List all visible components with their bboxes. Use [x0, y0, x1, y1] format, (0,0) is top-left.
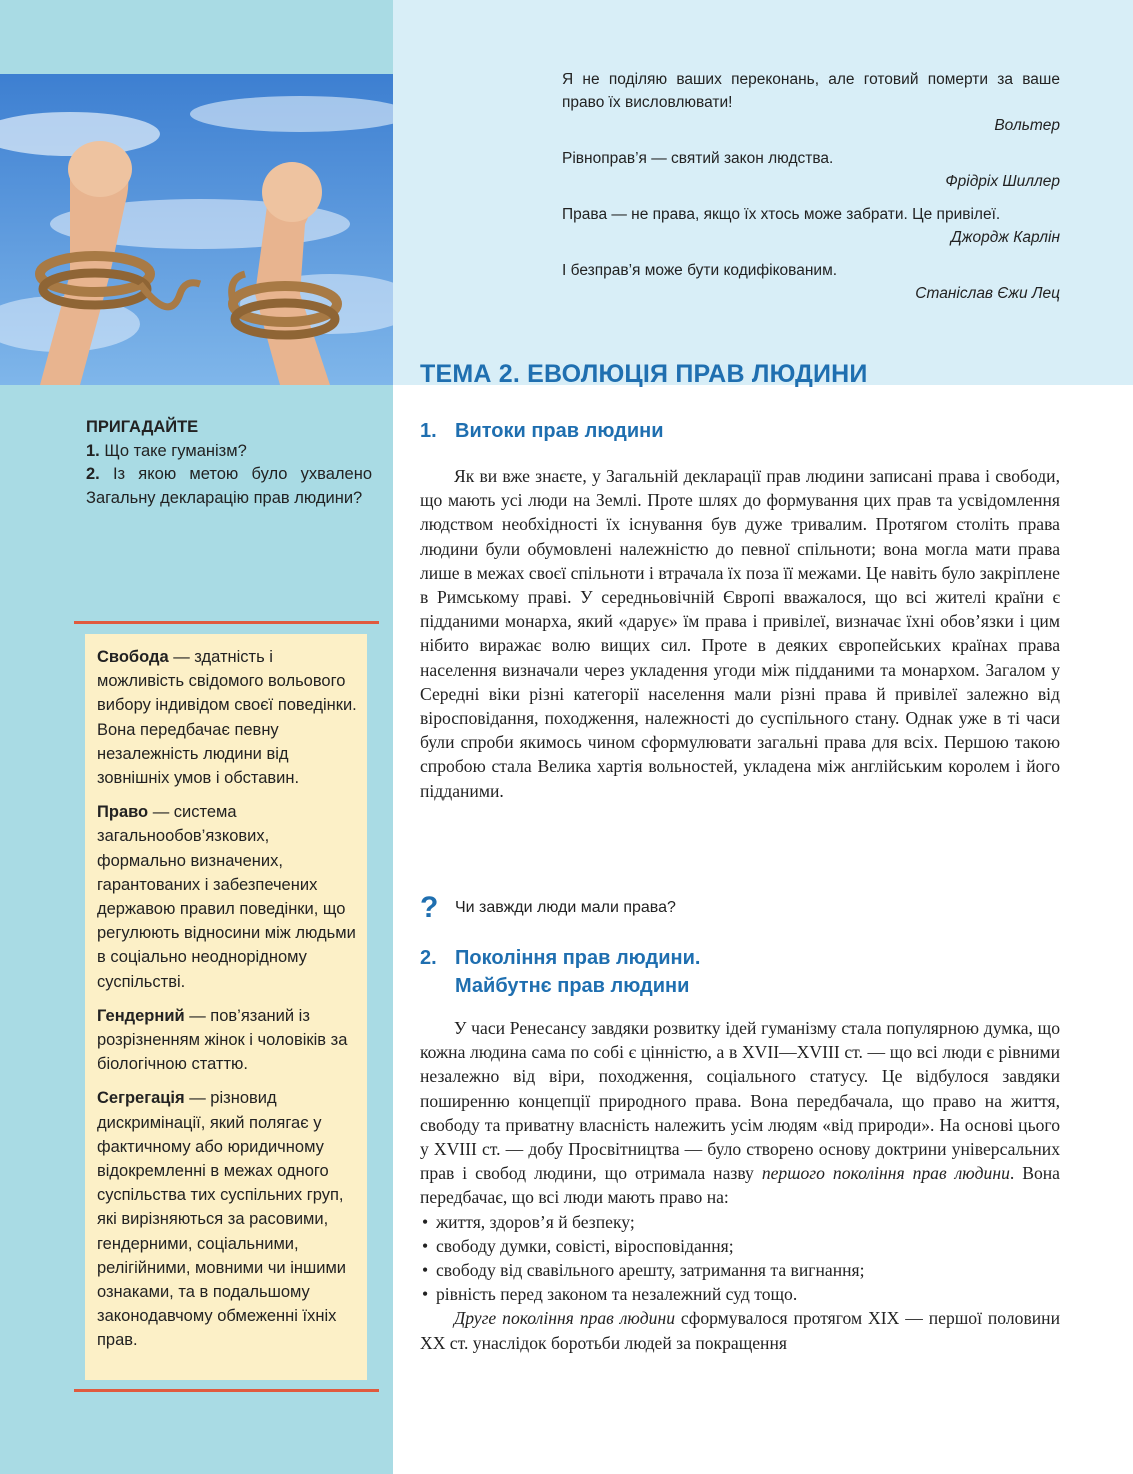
quote-author: Фрідріх Шиллер — [945, 173, 1060, 190]
quote-text: І безправ’я може бути кодифікованим. — [562, 262, 838, 279]
glossary-definition: — здатність і можливість свідомого вольового вибору індивідом своєї поведінки. Вона передбачає певну незалежність людини від зовнішніх умов і обставин. — [97, 648, 357, 788]
glossary-box — [85, 634, 367, 1380]
quote-text: Рівноправ’я — святий закон людства. — [562, 150, 834, 167]
recall-box — [86, 416, 372, 510]
recall-number: 1. — [86, 441, 100, 460]
section-1-heading — [420, 417, 664, 445]
section-number: 2. — [420, 947, 437, 969]
paragraph — [420, 1016, 1060, 1210]
section-title: Витоки прав людини — [455, 420, 664, 442]
glossary-definition: — пов’язаний із розрізненням жінок і чоловіків за біологічною статтю. — [97, 1006, 348, 1074]
section-1-body — [420, 464, 1060, 803]
quote-author: Станіслав Єжи Лец — [915, 285, 1060, 302]
topic-title: ТЕМА 2. ЕВОЛЮЦІЯ ПРАВ ЛЮДИНИ — [420, 360, 868, 388]
paragraph-text: У часи Ренесансу завдяки розвитку ідей гуманізму стала популярною думка, що кожна людина сама по собі є цінністю, а в XVII—XVIII ст. — що всі люди є рівними незалежно від віри, походження, соціального статусу. Це відбулося завдяки поширенню концепції природного права. Вона передбачала, що право на життя, свободу та приватну власність належить усім людям «від природи». На основі цього у XVIII ст. — добу Просвітництва — було створено основу доктрини універсальних прав і свобод людини, що отримала назву — [420, 1018, 1060, 1184]
glossary-term: Свобода — [97, 648, 169, 666]
paragraph: Як ви вже знаєте, у Загальній декларації прав людини записані права і свободи, що мають усі люди на Землі. Проте шлях до формування цих прав та усвідомлення людством необхідності їх існування був дуже тривалим. Протягом століть права людини були обумовлені належністю до певної спільноти; вона могла мати права лише в межах своєї спільноти і втрачала їх поза її межами. Це навіть було закріплене в Римському праві. У середньовічній Європі вважалося, що всі жителі країни є підданими монарха, який «дарує» їм права і привілеї, визначає їхні обов’язки і цим нібито виражає волю вищих сил. Проте в деяких європейських країнах права населення визначали через укладення угоди між підданими та монархом. Загалом у Середні віки різні категорії населення мали різні права й привілеї залежно від віросповідання, походження, належності до суспільного стану. Однак уже в ті часи були спроби якимось чином сформулювати загальні права для всіх. Першою такою спробою стала Велика хартія вольностей, укладена між англійським королем і його підданими. — [420, 466, 1060, 801]
glossary-term: Право — [97, 803, 149, 822]
recall-heading: ПРИГАДАЙТЕ — [86, 418, 199, 436]
recall-item — [86, 463, 372, 510]
section-2-body — [420, 1016, 1060, 1355]
italic-term: першого покоління прав людини — [761, 1163, 1010, 1184]
rights-list — [420, 1210, 1060, 1307]
glossary-term: Гендерний — [97, 1006, 185, 1025]
quote — [562, 203, 1060, 249]
quote — [562, 68, 1060, 137]
glossary-content — [97, 645, 357, 1363]
glossary-term: Сегрегація — [97, 1089, 185, 1108]
section-title-line-1: Покоління прав людини. — [455, 947, 701, 969]
quote-text: Права — не права, якщо їх хтось може забрати. Це привілеї. — [562, 206, 1001, 223]
italic-term: Друге покоління прав людини — [454, 1308, 675, 1329]
recall-text: Із якою метою було ухвалено Загальну декларацію прав людини? — [86, 465, 372, 507]
list-item: • життя, здоров’я й безпеку; — [420, 1210, 1060, 1234]
quote — [562, 147, 1060, 193]
epigraph-quotes — [562, 68, 1060, 315]
divider-top — [74, 621, 379, 624]
glossary-entry — [97, 800, 357, 994]
glossary-definition: — система загальнообов’язкових, формально визначених, гарантованих і забезпечених державою правил поведінки, що регулюють відносини між людьми в соціально неоднорідному суспільстві. — [97, 803, 356, 991]
glossary-definition: — різновид дискримінації, який полягає у фактичному або юридичному відокремленні в межах одного суспільства тих суспільних груп, які вирізняються за расовими, гендерними, соціальними, релігійними, мовними чи іншими ознаками, та в подальшому законодавчому обмеженні їхніх прав. — [97, 1089, 347, 1350]
section-title-line-2: Майбутнє прав людини — [455, 975, 690, 997]
section-2-heading — [420, 944, 700, 1000]
paragraph-text: сформувалося протягом XIX — першої половини XX ст. унаслідок боротьби людей за покращення — [420, 1308, 1060, 1353]
paragraph — [420, 1306, 1060, 1354]
quote — [562, 259, 1060, 305]
hands-breaking-rope-photo — [0, 74, 393, 385]
recall-text: Що таке гуманізм? — [99, 441, 247, 460]
quote-text: Я не поділяю ваших переконань, але готовий померти за ваше право їх висловлювати! — [562, 71, 1060, 111]
glossary-entry — [97, 1004, 357, 1077]
glossary-entry — [97, 1086, 357, 1352]
list-item: • свободу думки, совісті, віросповідання; — [420, 1234, 1060, 1258]
recall-item — [86, 440, 372, 464]
quote-author: Джордж Карлін — [950, 229, 1060, 246]
question-mark-icon: ? — [420, 891, 439, 924]
quote-author: Вольтер — [994, 117, 1060, 134]
recall-number: 2. — [86, 465, 100, 483]
list-item: • свободу від свавільного арешту, затримання та вигнання; — [420, 1258, 1060, 1282]
question-text: Чи завжди люди мали права? — [455, 899, 676, 916]
paragraph-text: . Вона передбачає, що всі люди мають право на: — [420, 1163, 1060, 1208]
glossary-entry — [97, 645, 357, 790]
section-number: 1. — [420, 420, 437, 442]
divider-bottom — [74, 1389, 379, 1392]
list-item: • рівність перед законом та незалежний суд тощо. — [420, 1282, 1060, 1306]
